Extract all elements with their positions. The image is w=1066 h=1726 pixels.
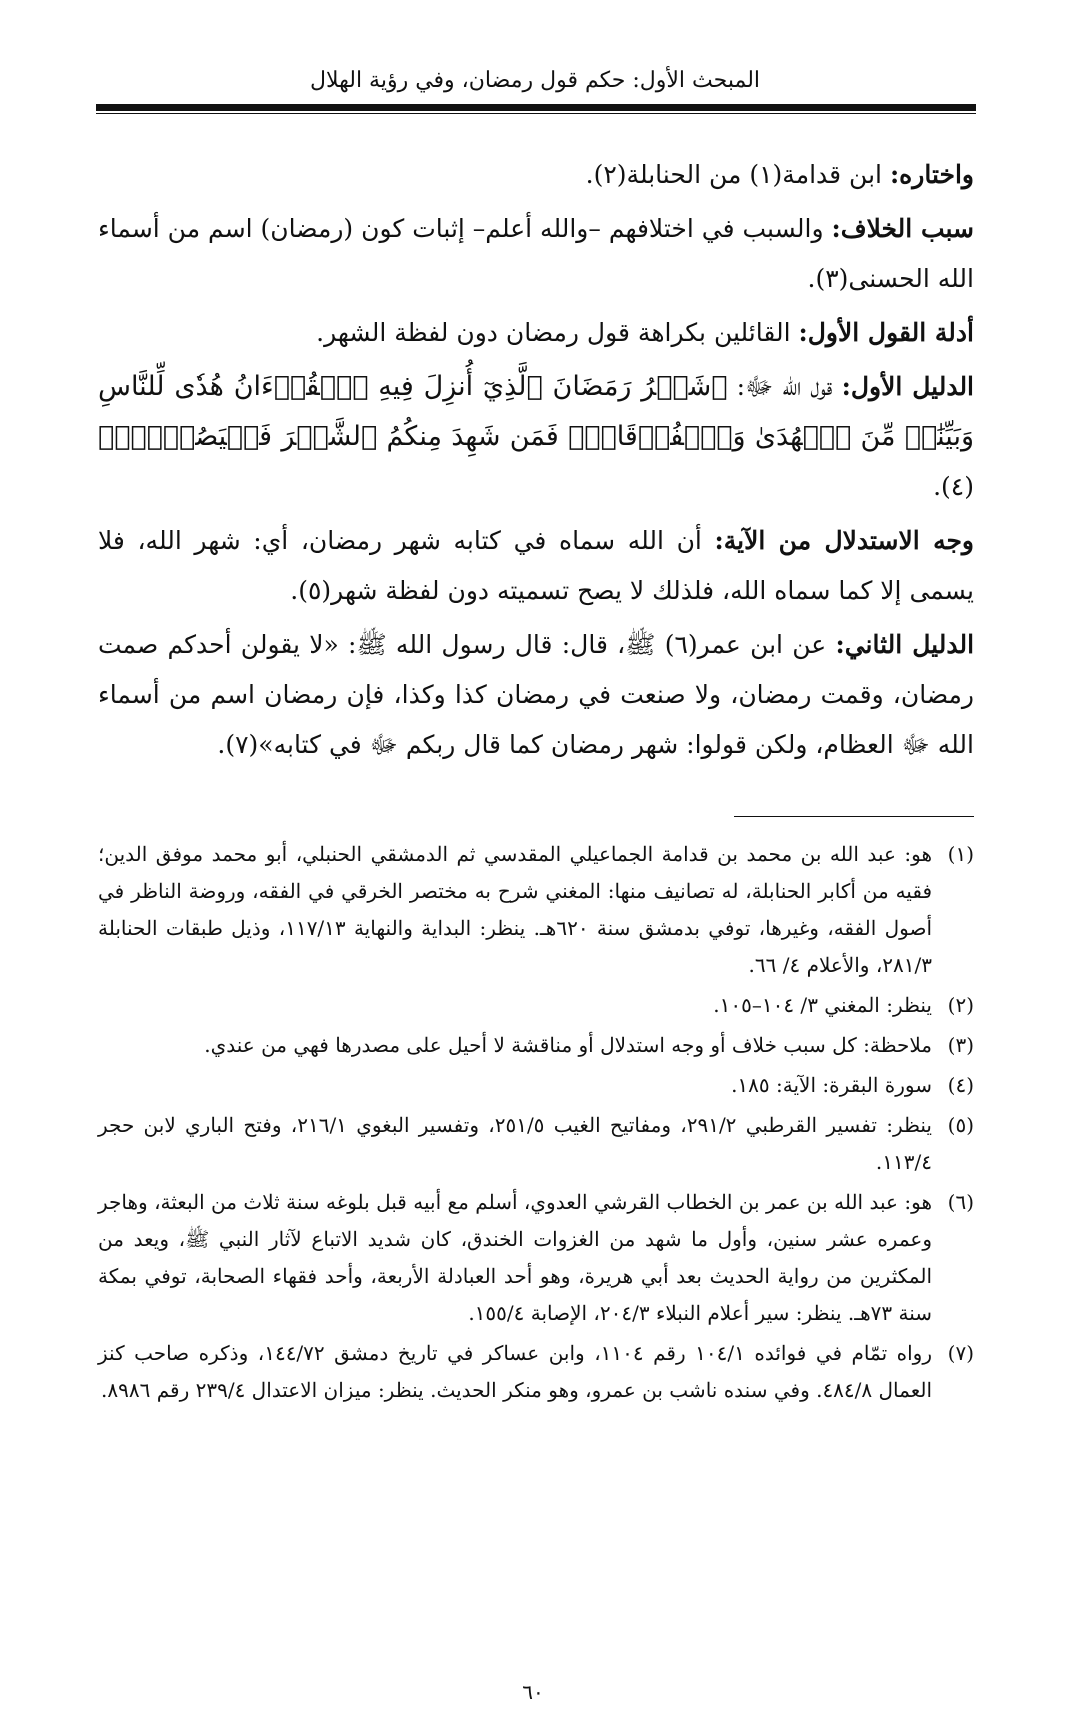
footnote-number: (٢) [947,993,974,1017]
paragraph-label: وجه الاستدلال من الآية: [714,526,975,555]
footnote-text: ينظر: تفسير القرطبي ٢٩١/٢، ومفاتيح الغيب ٢٥١/٥، وتفسير البغوي ٢١٦/١، وفتح الباري لابن حجر ١١٣/٤. [98,1113,932,1174]
footnote-text: ينظر: المغني ٣/ ١٠٤–١٠٥. [713,993,932,1017]
quran-verse: ﴿شَهۡرُ رَمَضَانَ ٱلَّذِيٓ أُنزِلَ فِيهِ ٱلۡقُرۡءَانُ هُدٗى لِّلنَّاسِ وَبَيِّنَٰتٖ مِّنَ ٱلۡهُدَىٰ وَٱلۡفُرۡقَانِۚ فَمَن شَهِدَ مِنكُمُ ٱلشَّهۡرَ فَلۡيَصُمۡهُۖ﴾ [98,371,974,452]
footnote-2 [98,987,974,1024]
paragraph-label: الدليل الأول: [841,372,975,401]
paragraph-second-evidence [98,620,974,770]
footnote-number: (٤) [947,1073,974,1097]
footnote-text: رواه تمّام في فوائده ١٠٤/١ رقم ١١٠٤، وابن عساكر في تاريخ دمشق ١٤٤/٧٢، وذكره صاحب كنز العمال ٤٨٤/٨. وفي سنده ناشب بن عمرو، وهو منكر الحديث. ينظر: ميزان الاعتدال ٢٣٩/٤ رقم ٨٩٨٦. [98,1341,933,1402]
footnote-3 [98,1027,974,1064]
paragraph-intro: قول الله ﷻ: [727,372,842,401]
paragraph-text: ابن قدامة(١) من الحنابلة(٢). [585,160,890,189]
footnote-7 [98,1335,974,1409]
paragraph-reason-of-dispute [98,204,974,304]
footnote-text: سورة البقرة: الآية: ١٨٥. [731,1073,932,1097]
paragraph-text: والسبب في اختلافهم –والله أعلم– إثبات كون (رمضان) اسم من أسماء الله الحسنى(٣). [98,214,974,293]
paragraph-first-evidence [98,362,974,512]
paragraph-text: القائلين بكراهة قول رمضان دون لفظة الشهر. [316,318,799,347]
footnotes [98,836,974,1412]
paragraph-end: (٤). [933,472,974,501]
paragraph-text: أن الله سماه في كتابه شهر رمضان، أي: شهر الله، فلا يسمى إلا كما سماه الله، فلذلك لا يصح تسميته دون لفظة شهر(٥). [98,526,974,605]
paragraph-evidence-first-opinion [98,308,974,358]
paragraph-inference [98,516,974,616]
paragraph-label: واختاره: [889,160,974,189]
footnote-text: ملاحظة: كل سبب خلاف أو وجه استدلال أو مناقشة لا أحيل على مصدرها فهي من عندي. [204,1033,932,1057]
footnote-4 [98,1067,974,1104]
footnote-number: (١) [947,842,975,866]
footnote-number: (٧) [947,1341,975,1365]
footnote-number: (٦) [947,1190,974,1214]
running-header-title: المبحث الأول: حكم قول رمضان، وفي رؤية الهلال [309,68,761,93]
footnote-6 [98,1184,974,1332]
paragraph-label: الدليل الثاني: [835,630,975,659]
footnote-5 [98,1107,974,1181]
paragraph-label: أدلة القول الأول: [798,318,974,347]
footnote-separator [734,816,974,817]
header-rule-thick [96,104,976,111]
paragraph-text: عن ابن عمر(٦) ﷺ، قال: قال رسول الله ﷺ: «لا يقولن أحدكم صمت رمضان، وقمت رمضان، ولا صنعت في رمضان كذا وكذا، فإن رمضان اسم من أسماء الله ﷻ العظام، ولكن قولوا: شهر رمضان كما قال ربكم ﷻ في كتابه»(٧). [98,630,974,759]
page-number: ٦٠ [522,1680,544,1704]
footnote-number: (٣) [947,1033,974,1057]
paragraph-chosen-by [98,150,974,200]
footnote-number: (٥) [947,1113,974,1137]
footnote-1 [98,836,974,984]
paragraph-label: سبب الخلاف: [831,214,974,243]
footnote-text: هو: عبد الله بن محمد بن قدامة الجماعيلي المقدسي ثم الدمشقي الحنبلي، أبو محمد موفق الدين؛ فقيه من أكابر الحنابلة، له تصانيف منها: المغني شرح به مختصر الخرقي في الفقه، وروضة الناظر في أصول الفقه، وغيرها، توفي بدمشق سنة ٦٢٠هـ. ينظر: البداية والنهاية ١١٧/١٣، وذيل طبقات الحنابلة ٢٨١/٣، والأعلام ٤/ ٦٦. [98,842,933,977]
header-rule-thin [96,113,976,114]
footnote-text: هو: عبد الله بن عمر بن الخطاب القرشي العدوي، أسلم مع أبيه قبل بلوغه سنة ثلاث من البعثة، وهاجر وعمره عشر سنين، وأول ما شهد من الغزوات الخندق، كان شديد الاتباع لآثار النبي ﷺ، ويعد من المكثرين من رواية الحديث بعد أبي هريرة، وهو أحد العبادلة الأربعة، وأحد فقهاء الصحابة، توفي بمكة سنة ٧٣هـ. ينظر: سير أعلام النبلاء ٢٠٤/٣، الإصابة ١٥٥/٤. [98,1190,932,1325]
main-text [98,150,974,774]
